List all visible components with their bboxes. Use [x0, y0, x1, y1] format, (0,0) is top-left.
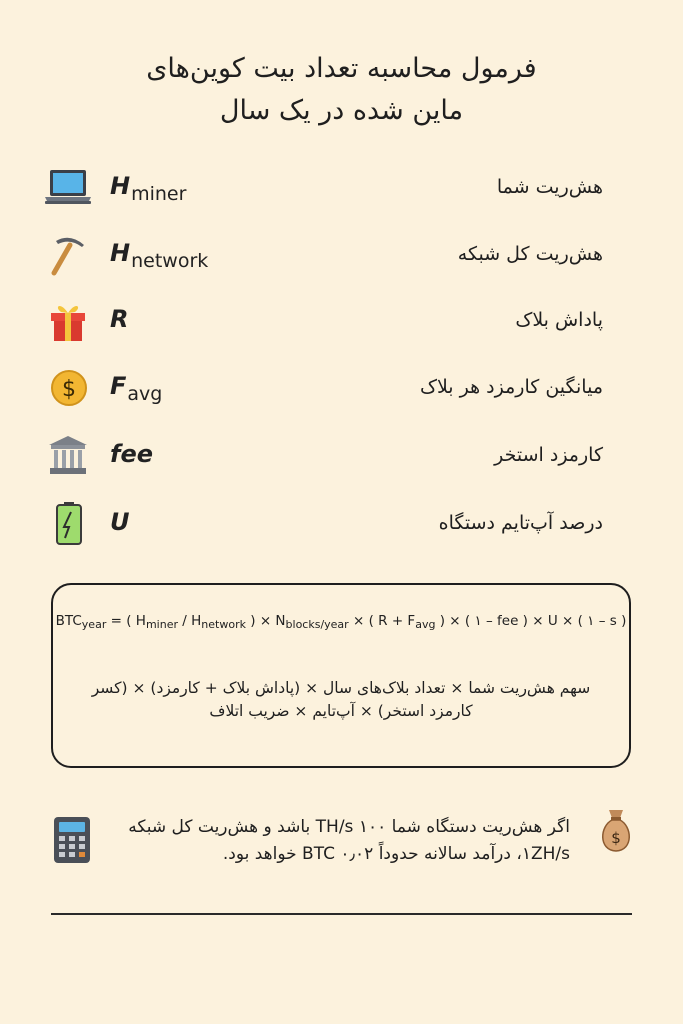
variable-symbol: $H_{network}$ [110, 239, 209, 272]
pickaxe-icon [42, 231, 94, 277]
formula-box [51, 583, 631, 768]
laptop-icon [42, 164, 94, 210]
title-line-1: فرمول محاسبه تعداد بیت کوین‌های [146, 53, 537, 84]
svg-text:$: $ [611, 829, 621, 847]
variable-label: درصد آپ‌تایم دستگاه [438, 512, 603, 534]
example-text: اگر هش‌ریت دستگاه شما ۱۰۰ TH/s باشد و هش‌ریت کل شبکه ۱ZH/s، درآمد سالانه حدوداً ۰٫۰۲ BTC خواهد بود. [128, 817, 570, 864]
variable-label: هش‌ریت شما [496, 176, 603, 198]
variable-symbol: $H_{miner}$ [110, 172, 187, 205]
variable-row-r [0, 297, 683, 347]
variable-row-hminer [0, 164, 683, 214]
variable-symbol: R [110, 305, 129, 333]
variable-row-hnetwork [0, 231, 683, 281]
page-title [0, 48, 683, 132]
variable-symbol: U [110, 508, 130, 536]
variable-symbol: $F_{avg}$ [110, 372, 163, 405]
gift-icon [42, 297, 94, 343]
variable-label: هش‌ریت کل شبکه [457, 243, 603, 265]
calculator-icon [52, 815, 92, 865]
svg-text:$: $ [62, 377, 76, 402]
dollar-coin-icon [42, 364, 94, 410]
variable-label: میانگین کارمزد هر بلاک [419, 376, 603, 398]
variable-row-u [0, 500, 683, 550]
variable-label: پاداش بلاک [515, 309, 603, 331]
formula-description: سهم هش‌ریت شما × تعداد بلاک‌های سال × (پاداش بلاک + کارمزد) × (کسر کارمزد استخر) × آپ‌تایم × ضریب اتلاف [91, 679, 591, 720]
variable-symbol: fee [110, 440, 153, 468]
variable-label: کارمزد استخر [494, 444, 603, 466]
variable-row-fee [0, 432, 683, 482]
battery-icon [42, 500, 94, 546]
formula-equation: $BTC_{year}$ = ( $H_{miner} / H_{network}$ ) × $N_{blocks/year}$ × ( $R + F_{avg}$ ) × ( ۱ – fee ) × U × ( ۱ – s ) [55, 613, 627, 631]
title-line-2: ماین شده در یک سال [219, 95, 464, 126]
bank-icon [42, 432, 94, 478]
divider [51, 913, 632, 915]
money-bag-icon [596, 806, 636, 854]
variable-row-favg [0, 364, 683, 414]
